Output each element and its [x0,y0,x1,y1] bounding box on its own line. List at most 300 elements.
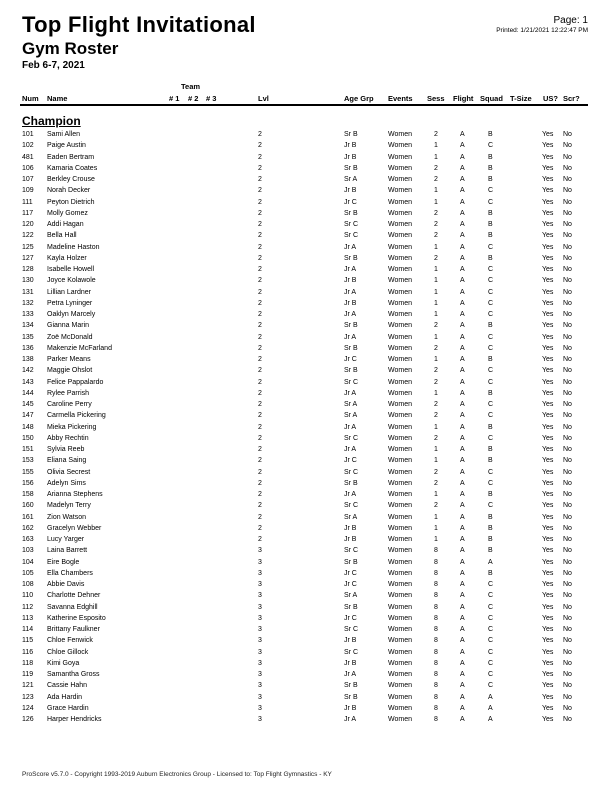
gymnast-num: 114 [22,626,34,633]
gymnast-num: 115 [22,637,34,645]
gymnast-num: 111 [22,198,33,206]
gymnast-age-group: Jr B [344,637,357,645]
table-row [0,445,612,456]
gymnast-age-group: Jr B [344,536,357,543]
gymnast-level: 2 [258,479,262,487]
table-row [0,456,612,467]
gymnast-session: 1 [434,513,438,521]
gymnast-level: 3 [258,603,262,611]
gymnast-session: 1 [434,491,438,498]
gymnast-num: 117 [22,209,34,217]
gymnast-level: 3 [258,637,262,645]
gymnast-flight: A [460,581,465,588]
gymnast-age-group: Sr A [344,592,358,600]
gymnast-session: 2 [434,479,438,487]
gymnast-session: 2 [434,468,438,476]
gymnast-num: 126 [22,716,34,723]
gymnast-squad: C [488,344,494,352]
table-row [0,490,612,501]
gymnast-scratch: No [563,524,572,532]
table-row [0,636,612,647]
gymnast-level: 2 [258,457,262,465]
gymnast-session: 1 [434,423,438,431]
gymnast-session: 8 [434,547,438,555]
gymnast-scratch: No [563,479,572,487]
gymnast-age-group: Sr A [344,513,358,521]
gymnast-us: Yes [542,176,554,183]
gymnast-num: 105 [22,569,34,577]
gymnast-num: 133 [22,311,34,318]
gymnast-flight: A [460,648,465,656]
gymnast-age-group: Sr C [344,378,358,386]
table-row [0,625,612,636]
gymnast-us: Yes [542,187,554,195]
gymnast-level: 3 [258,648,262,656]
gymnast-name: Arianna Stephens [47,491,103,498]
header-divider [20,104,588,106]
table-row [0,175,612,186]
gymnast-flight: A [460,367,465,375]
gymnast-scratch: No [563,704,572,712]
gymnast-squad: C [488,626,494,633]
table-row [0,423,612,434]
table-row [0,310,612,321]
gymnast-name: Bella Hall [47,232,77,240]
gymnast-session: 1 [434,198,438,206]
gymnast-level: 2 [258,221,262,228]
gymnast-level: 2 [258,412,262,420]
gymnast-scratch: No [563,356,572,363]
gymnast-squad: B [488,536,493,543]
gymnast-flight: A [460,142,465,150]
gymnast-us: Yes [542,457,554,465]
gymnast-age-group: Jr A [344,491,357,498]
gymnast-level: 3 [258,547,262,555]
gymnast-scratch: No [563,536,572,543]
gymnast-session: 8 [434,569,438,577]
column-header-tsize: T-Size [510,94,532,103]
gymnast-level: 2 [258,187,262,195]
gymnast-level: 2 [258,468,262,476]
gymnast-us: Yes [542,142,554,150]
gymnast-events: Women [388,412,412,420]
gymnast-age-group: Jr A [344,288,357,296]
gymnast-session: 8 [434,682,438,690]
column-header-team-1: # 1 [169,94,180,103]
gymnast-squad: B [488,423,493,431]
gymnast-name: Paige Austin [47,142,86,150]
gymnast-level: 2 [258,131,262,138]
gymnast-level: 2 [258,536,262,543]
gymnast-events: Women [388,547,412,555]
gymnast-age-group: Jr B [344,142,357,150]
gymnast-age-group: Jr A [344,311,357,318]
gymnast-age-group: Sr B [344,164,358,172]
gymnast-age-group: Sr C [344,468,358,476]
gymnast-num: 118 [22,659,34,667]
gymnast-events: Women [388,142,412,150]
gymnast-name: Norah Decker [47,187,91,195]
gymnast-session: 1 [434,333,438,341]
gymnast-level: 3 [258,569,262,577]
gymnast-age-group: Sr C [344,648,358,656]
gymnast-age-group: Jr A [344,333,357,341]
gymnast-squad: B [488,221,493,228]
gymnast-session: 1 [434,299,438,307]
gymnast-squad: C [488,671,494,678]
gymnast-name: Kayla Holzer [47,254,87,262]
gymnast-events: Women [388,693,412,701]
gymnast-scratch: No [563,648,572,656]
gymnast-age-group: Jr C [344,614,357,622]
gymnast-age-group: Jr C [344,356,357,363]
table-row [0,648,612,659]
gymnast-events: Women [388,333,412,341]
gymnast-events: Women [388,603,412,611]
gymnast-scratch: No [563,401,572,408]
gymnast-us: Yes [542,153,554,161]
gymnast-flight: A [460,401,465,408]
gymnast-session: 2 [434,209,438,217]
gymnast-us: Yes [542,356,554,363]
gymnast-events: Women [388,502,412,510]
gymnast-age-group: Jr B [344,524,357,532]
gymnast-events: Women [388,344,412,352]
gymnast-squad: C [488,637,494,645]
gymnast-session: 8 [434,671,438,678]
gymnast-us: Yes [542,434,554,442]
gymnast-squad: B [488,232,493,240]
gymnast-flight: A [460,479,465,487]
gymnast-level: 3 [258,671,262,678]
gymnast-num: 123 [22,693,34,701]
table-row [0,276,612,287]
gymnast-session: 8 [434,558,438,566]
gymnast-session: 8 [434,603,438,611]
gymnast-num: 128 [22,266,34,273]
gymnast-name: Chloe Gillock [47,648,89,656]
gymnast-name: Cassie Hahn [47,682,88,690]
gymnast-num: 103 [22,547,34,555]
gymnast-squad: B [488,322,493,330]
gymnast-scratch: No [563,637,572,645]
gymnast-us: Yes [542,693,554,701]
page-number: Page: 1 [553,15,588,26]
gymnast-session: 1 [434,153,438,161]
table-row [0,558,612,569]
gymnast-level: 2 [258,446,262,453]
gymnast-num: 162 [22,524,34,532]
column-header-us: US? [543,94,558,103]
gymnast-scratch: No [563,434,572,442]
gymnast-num: 113 [22,614,34,622]
gymnast-num: 134 [22,322,34,330]
gymnast-name: Gianna Marin [47,322,90,330]
table-row [0,333,612,344]
gymnast-events: Women [388,558,412,566]
gymnast-squad: B [488,457,493,465]
meet-dates: Feb 6-7, 2021 [22,60,85,71]
gymnast-num: 150 [22,434,34,442]
gymnast-session: 1 [434,457,438,465]
gymnast-flight: A [460,131,465,138]
gymnast-scratch: No [563,131,572,138]
gymnast-level: 2 [258,389,262,397]
gymnast-squad: B [488,356,493,363]
gymnast-flight: A [460,198,465,206]
gymnast-session: 8 [434,716,438,723]
gymnast-scratch: No [563,412,572,420]
gymnast-session: 1 [434,142,438,150]
gymnast-flight: A [460,333,465,341]
column-header-team-3: # 3 [206,94,217,103]
gymnast-session: 8 [434,659,438,667]
gymnast-level: 2 [258,513,262,521]
gymnast-scratch: No [563,378,572,386]
gymnast-num: 131 [22,288,34,296]
gymnast-us: Yes [542,209,554,217]
gymnast-session: 8 [434,637,438,645]
gymnast-us: Yes [542,164,554,172]
gymnast-num: 163 [22,536,34,543]
gymnast-squad: B [488,176,493,183]
gymnast-events: Women [388,479,412,487]
gymnast-us: Yes [542,536,554,543]
gymnast-squad: C [488,648,494,656]
gymnast-squad: B [488,209,493,217]
gymnast-session: 2 [434,434,438,442]
gymnast-age-group: Jr A [344,423,357,431]
gymnast-num: 102 [22,142,34,150]
gymnast-flight: A [460,637,465,645]
gymnast-num: 136 [22,344,34,352]
gymnast-num: 135 [22,333,34,341]
gymnast-squad: C [488,502,494,510]
gymnast-squad: C [488,592,494,600]
gymnast-us: Yes [542,581,554,588]
table-row [0,265,612,276]
column-header-lvl: Lvl [258,94,269,103]
gymnast-age-group: Sr B [344,682,358,690]
gymnast-us: Yes [542,266,554,273]
gymnast-name: Felice Pappalardo [47,378,104,386]
gymnast-level: 2 [258,401,262,408]
gymnast-session: 2 [434,164,438,172]
gymnast-events: Women [388,637,412,645]
gymnast-events: Women [388,401,412,408]
gymnast-name: Samantha Gross [47,671,100,678]
gymnast-scratch: No [563,659,572,667]
gymnast-session: 8 [434,614,438,622]
gymnast-us: Yes [542,558,554,566]
gymnast-events: Women [388,468,412,476]
gymnast-age-group: Sr B [344,131,358,138]
gymnast-us: Yes [542,479,554,487]
gymnast-level: 2 [258,378,262,386]
gymnast-age-group: Sr B [344,479,358,487]
gymnast-num: 101 [22,131,34,138]
table-row [0,153,612,164]
gymnast-us: Yes [542,671,554,678]
gymnast-scratch: No [563,277,572,285]
gymnast-events: Women [388,446,412,453]
gymnast-name: Lillian Lardner [47,288,91,296]
gymnast-age-group: Sr A [344,401,358,408]
gymnast-age-group: Jr A [344,243,357,251]
gymnast-flight: A [460,569,465,577]
gymnast-us: Yes [542,198,554,206]
table-row [0,513,612,524]
gymnast-scratch: No [563,592,572,600]
gymnast-scratch: No [563,209,572,217]
gymnast-level: 2 [258,232,262,240]
gymnast-level: 2 [258,367,262,375]
gymnast-flight: A [460,671,465,678]
gymnast-squad: C [488,412,494,420]
gymnast-level: 2 [258,491,262,498]
gymnast-squad: C [488,299,494,307]
gymnast-age-group: Jr B [344,153,357,161]
gymnast-squad: C [488,277,494,285]
gymnast-scratch: No [563,198,572,206]
column-header-sess: Sess [427,94,445,103]
table-row [0,321,612,332]
gymnast-age-group: Sr C [344,626,358,633]
gymnast-events: Women [388,367,412,375]
gymnast-name: Madelyn Terry [47,502,91,510]
gymnast-events: Women [388,659,412,667]
gymnast-scratch: No [563,221,572,228]
table-row [0,670,612,681]
gymnast-scratch: No [563,626,572,633]
gymnast-events: Women [388,536,412,543]
table-row [0,344,612,355]
gymnast-age-group: Sr B [344,344,358,352]
gymnast-scratch: No [563,716,572,723]
column-header-scr: Scr? [563,94,580,103]
gymnast-level: 2 [258,266,262,273]
gymnast-age-group: Jr C [344,569,357,577]
gymnast-us: Yes [542,277,554,285]
section-heading: Champion [22,114,81,128]
gymnast-session: 8 [434,592,438,600]
gymnast-name: Berkley Crouse [47,176,95,183]
gymnast-flight: A [460,446,465,453]
gymnast-age-group: Jr B [344,299,357,307]
column-header-team-2: # 2 [188,94,199,103]
gymnast-age-group: Sr A [344,176,358,183]
gymnast-scratch: No [563,333,572,341]
gymnast-session: 1 [434,288,438,296]
gymnast-scratch: No [563,457,572,465]
gymnast-level: 3 [258,716,262,723]
gymnast-age-group: Sr B [344,367,358,375]
gymnast-scratch: No [563,569,572,577]
gymnast-us: Yes [542,716,554,723]
gymnast-level: 2 [258,176,262,183]
printed-timestamp: Printed: 1/21/2021 12:22:47 PM [496,27,588,34]
gymnast-flight: A [460,434,465,442]
table-row [0,141,612,152]
gymnast-us: Yes [542,524,554,532]
gymnast-session: 1 [434,524,438,532]
table-row [0,693,612,704]
gymnast-session: 2 [434,322,438,330]
gymnast-num: 158 [22,491,34,498]
gymnast-level: 2 [258,333,262,341]
table-row [0,501,612,512]
gymnast-events: Women [388,131,412,138]
gymnast-name: Katherine Esposito [47,614,106,622]
gymnast-squad: B [488,513,493,521]
gymnast-events: Women [388,648,412,656]
gymnast-flight: A [460,389,465,397]
gymnast-us: Yes [542,704,554,712]
gymnast-name: Ella Chambers [47,569,93,577]
gymnast-us: Yes [542,232,554,240]
gymnast-age-group: Jr A [344,389,357,397]
gymnast-name: Gracelyn Webber [47,524,102,532]
gymnast-session: 1 [434,311,438,318]
gymnast-num: 119 [22,671,34,678]
gymnast-events: Women [388,581,412,588]
gymnast-scratch: No [563,468,572,476]
gymnast-events: Women [388,176,412,183]
table-row [0,591,612,602]
column-header-team: Team [181,82,201,91]
gymnast-name: Zoë McDonald [47,333,93,341]
gymnast-us: Yes [542,603,554,611]
gymnast-num: 104 [22,558,34,566]
gymnast-age-group: Jr C [344,581,357,588]
gymnast-age-group: Sr C [344,502,358,510]
gymnast-events: Women [388,221,412,228]
gymnast-level: 2 [258,344,262,352]
gymnast-name: Sami Allen [47,131,81,138]
table-row [0,434,612,445]
gymnast-us: Yes [542,311,554,318]
gymnast-flight: A [460,491,465,498]
gymnast-age-group: Sr B [344,693,358,701]
gymnast-events: Women [388,524,412,532]
gymnast-events: Women [388,378,412,386]
table-row [0,164,612,175]
gymnast-us: Yes [542,682,554,690]
gymnast-session: 8 [434,648,438,656]
gymnast-age-group: Jr B [344,659,357,667]
gymnast-age-group: Jr A [344,716,357,723]
gymnast-scratch: No [563,311,572,318]
gymnast-events: Women [388,299,412,307]
footer-copyright: ProScore v5.7.0 - Copyright 1993-2019 Auburn Electronics Group - Licensed to: Top Flight Gymnastics - KY [22,771,332,778]
gymnast-session: 2 [434,232,438,240]
gymnast-scratch: No [563,491,572,498]
gymnast-events: Women [388,626,412,633]
gymnast-events: Women [388,322,412,330]
gymnast-flight: A [460,704,465,712]
gymnast-flight: A [460,378,465,386]
gymnast-squad: A [488,716,493,723]
table-row [0,479,612,490]
report-title: Top Flight Invitational [22,12,256,37]
gymnast-name: Eliana Saing [47,457,87,465]
gymnast-flight: A [460,243,465,251]
table-row [0,524,612,535]
gymnast-level: 3 [258,558,262,566]
gymnast-flight: A [460,603,465,611]
gymnast-scratch: No [563,558,572,566]
gymnast-scratch: No [563,581,572,588]
